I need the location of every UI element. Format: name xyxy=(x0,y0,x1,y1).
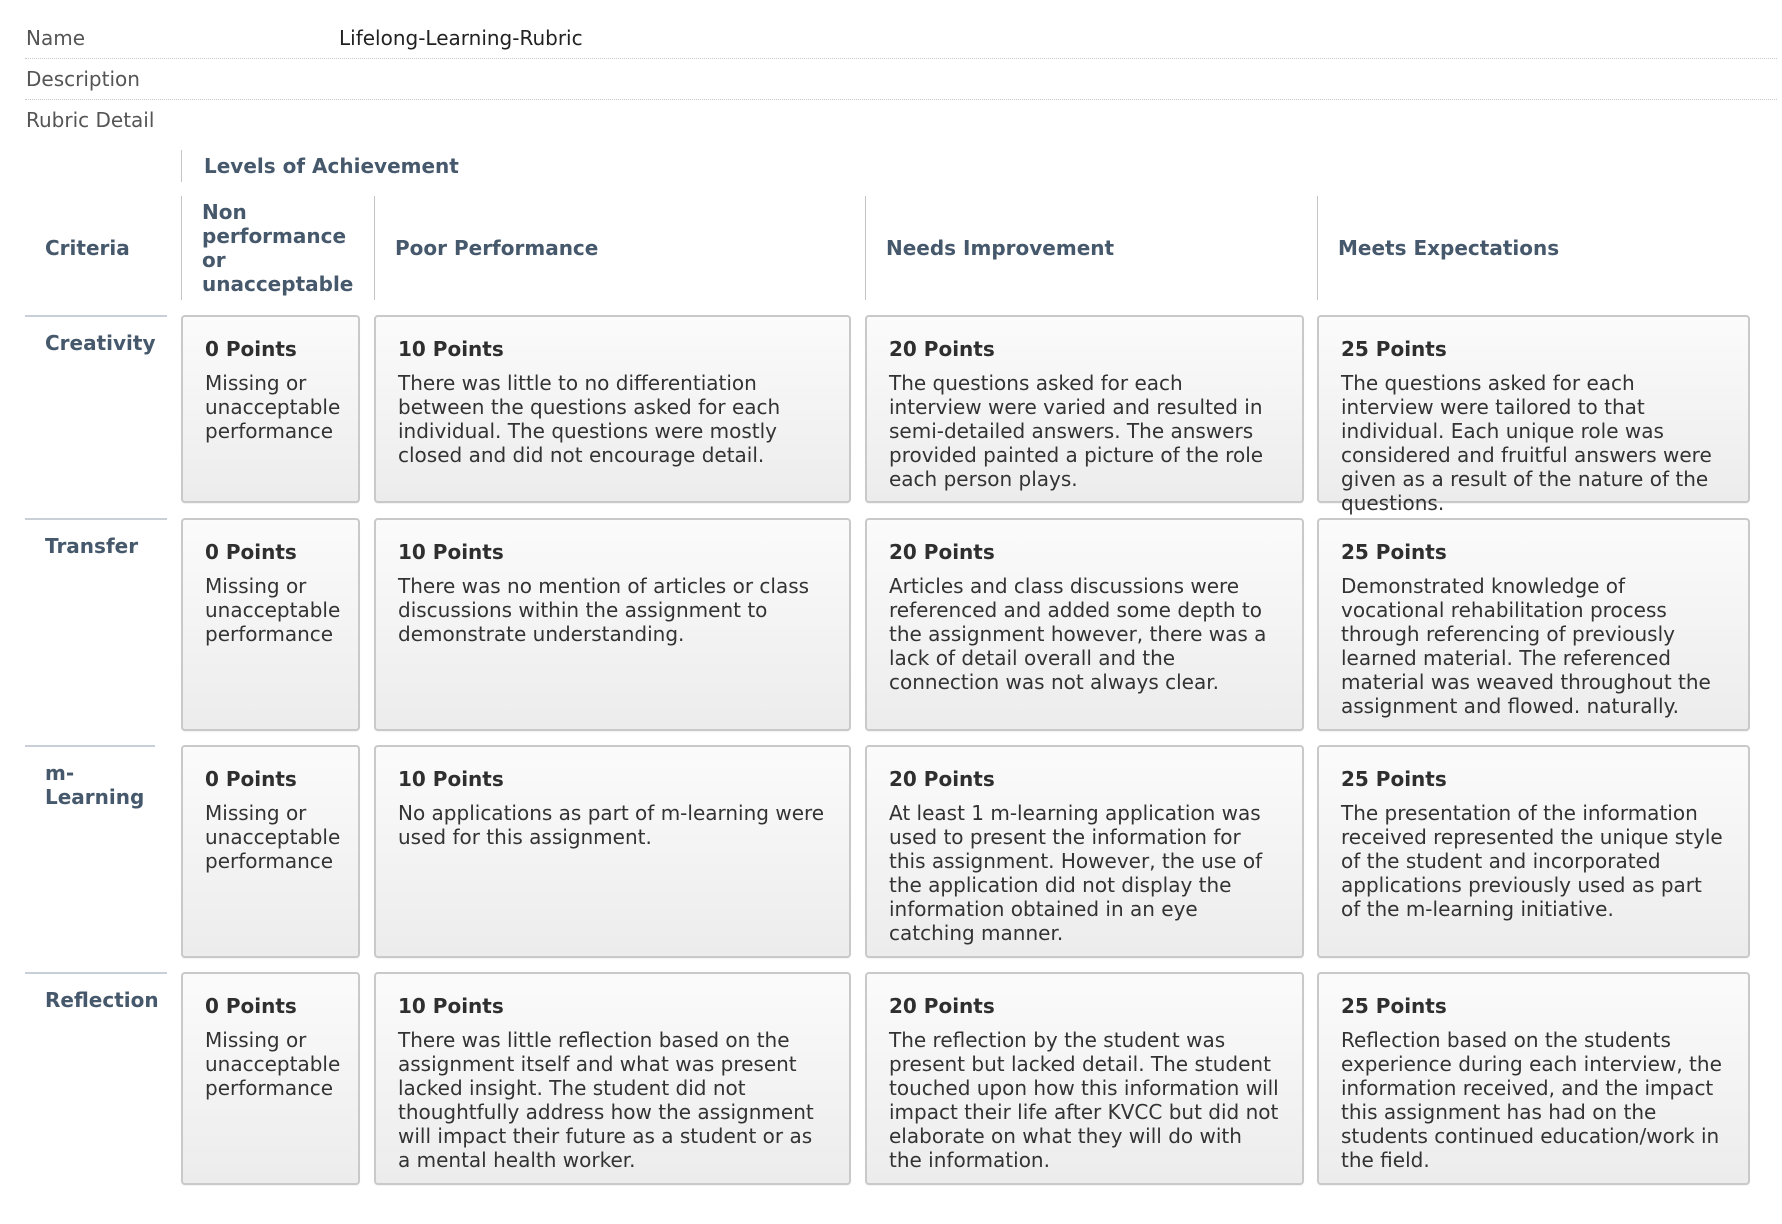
levels-of-achievement-heading: Levels of Achievement xyxy=(181,150,459,182)
cell-points: 0 Points xyxy=(205,994,297,1018)
cell-description: Missing or unacceptable performance xyxy=(205,574,341,646)
level-header-needs-improvement: Needs Improvement xyxy=(865,196,1286,300)
cell-points: 0 Points xyxy=(205,337,297,361)
criteria-heading: Criteria xyxy=(45,236,130,260)
cell-description: There was no mention of articles or class discussions within the assignment to demonstrate understanding. xyxy=(398,574,810,646)
cell-description: The questions asked for each interview were tailored to that individual. Each unique role was considered and fruitful answers were given as a result of the nature of the questions. xyxy=(1341,371,1712,515)
description-row xyxy=(25,59,1777,100)
cell-description: At least 1 m-learning application was used to present the information for this assignment. However, the use of the application did not display the information obtained in an eye catching manner. xyxy=(889,801,1263,945)
rubric-cell xyxy=(865,315,1304,503)
rubric-cell xyxy=(374,745,851,958)
cell-description: There was little reflection based on the assignment itself and what was present lacked insight. The student did not thoughtfully address how the assignment will impact their future as a student or as a mental health worker. xyxy=(398,1028,814,1172)
rubric-cell xyxy=(181,518,360,731)
cell-points: 0 Points xyxy=(205,540,297,564)
criterion-creativity: Creativity xyxy=(25,315,167,505)
level-header-meets-expectations: Meets Expectations xyxy=(1317,196,1738,300)
cell-description: Reflection based on the students experience during each interview, the information received, and the impact this assignment has had on the students continued education/work in the field. xyxy=(1341,1028,1722,1172)
rubric-detail-label: Rubric Detail xyxy=(26,108,155,132)
rubric-cell xyxy=(1317,745,1750,958)
cell-points: 10 Points xyxy=(398,767,504,791)
rubric-cell xyxy=(181,745,360,958)
rubric-cell xyxy=(374,315,851,503)
cell-points: 20 Points xyxy=(889,994,995,1018)
cell-points: 25 Points xyxy=(1341,767,1447,791)
cell-points: 25 Points xyxy=(1341,337,1447,361)
rubric-cell xyxy=(865,518,1304,731)
cell-points: 20 Points xyxy=(889,540,995,564)
cell-points: 10 Points xyxy=(398,994,504,1018)
cell-description: Missing or unacceptable performance xyxy=(205,801,341,873)
rubric-cell xyxy=(374,518,851,731)
rubric-cell xyxy=(1317,315,1750,515)
level-header-non-performance: Non performance or unacceptable xyxy=(181,196,352,300)
cell-points: 10 Points xyxy=(398,337,504,361)
rubric-cell xyxy=(865,745,1304,958)
cell-points: 10 Points xyxy=(398,540,504,564)
cell-description: Missing or unacceptable performance xyxy=(205,1028,341,1100)
rubric-cell xyxy=(181,315,360,503)
rubric-cell xyxy=(865,972,1304,1185)
cell-points: 20 Points xyxy=(889,337,995,361)
description-label: Description xyxy=(26,67,140,91)
cell-description: The presentation of the information received represented the unique style of the student and incorporated applications previously used as part of the m-learning initiative. xyxy=(1341,801,1723,921)
rubric-cell xyxy=(181,972,360,1185)
cell-description: The questions asked for each interview were varied and resulted in semi-detailed answers. The answers provided painted a picture of the role each person plays. xyxy=(889,371,1264,491)
criterion-reflection: Reflection xyxy=(25,972,167,1182)
name-row xyxy=(25,18,1777,59)
cell-description: Missing or unacceptable performance xyxy=(205,371,341,443)
cell-description: No applications as part of m-learning were used for this assignment. xyxy=(398,801,825,849)
cell-description: There was little to no differentiation between the questions asked for each individual. The questions were mostly closed and did not encourage detail. xyxy=(398,371,781,467)
cell-description: Articles and class discussions were referenced and added some depth to the assignment however, there was a lack of detail overall and the connection was not always clear. xyxy=(889,574,1267,694)
criterion-transfer: Transfer xyxy=(25,518,167,728)
rubric-cell xyxy=(1317,518,1750,731)
cell-points: 20 Points xyxy=(889,767,995,791)
cell-description: The reflection by the student was present but lacked detail. The student touched upon how this information will impact their life after KVCC but did not elaborate on what they will do with the information. xyxy=(889,1028,1279,1172)
cell-points: 25 Points xyxy=(1341,540,1447,564)
level-header-poor-performance: Poor Performance xyxy=(374,196,795,300)
name-value: Lifelong-Learning-Rubric xyxy=(339,26,583,50)
cell-points: 0 Points xyxy=(205,767,297,791)
cell-points: 25 Points xyxy=(1341,994,1447,1018)
name-label: Name xyxy=(26,26,86,50)
rubric-cell xyxy=(1317,972,1750,1185)
cell-description: Demonstrated knowledge of vocational rehabilitation process through referencing of previously learned material. The referenced material was weaved throughout the assignment and flowed. naturally. xyxy=(1341,574,1711,718)
rubric-cell xyxy=(374,972,851,1185)
criterion-m-learning: m-Learning xyxy=(25,745,155,955)
